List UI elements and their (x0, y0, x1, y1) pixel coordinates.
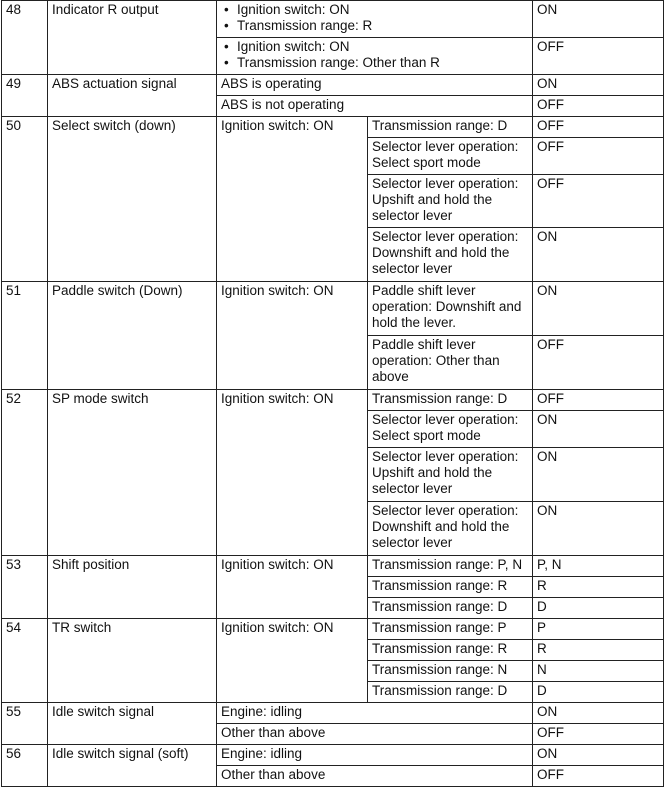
table-row (2, 390, 664, 411)
value-cell: ON (533, 745, 664, 766)
table-row (2, 1, 664, 38)
sub-condition-cell: Selector lever operation: Select sport mode (368, 138, 533, 175)
sub-condition-cell: Selector lever operation: Select sport mode (368, 411, 533, 448)
item-number: 53 (2, 556, 48, 619)
table-row (2, 745, 664, 766)
value-cell: N (533, 661, 664, 682)
value-cell: OFF (533, 724, 664, 745)
value-cell: D (533, 598, 664, 619)
item-number: 50 (2, 117, 48, 282)
sub-condition-cell: Transmission range: D (368, 598, 533, 619)
table-row (2, 75, 664, 96)
sub-condition-cell: Selector lever operation: Upshift and hold the selector lever (368, 448, 533, 502)
value-cell: D (533, 682, 664, 703)
item-number: 54 (2, 619, 48, 703)
condition-cell: Other than above (217, 724, 533, 745)
item-name: ABS actuation signal (48, 75, 217, 117)
condition-cell: Ignition switch: ON (217, 117, 368, 282)
sub-condition-cell: Transmission range: N (368, 661, 533, 682)
value-cell: P (533, 619, 664, 640)
value-cell: R (533, 577, 664, 598)
condition-bullet: • Transmission range: R (237, 18, 529, 34)
value-cell: OFF (533, 175, 664, 228)
value-cell: ON (533, 282, 664, 336)
item-name: Idle switch signal (soft) (48, 745, 217, 787)
value-cell: R (533, 640, 664, 661)
condition-cell: Ignition switch: ON (217, 556, 368, 619)
value-cell: OFF (533, 96, 664, 117)
table-row (2, 703, 664, 724)
value-cell: ON (533, 228, 664, 282)
item-number: 51 (2, 282, 48, 390)
item-number: 49 (2, 75, 48, 117)
condition-cell: Ignition switch: ON (217, 390, 368, 556)
sub-condition-cell: Selector lever operation: Downshift and hold the selector lever (368, 502, 533, 556)
value-cell: ON (533, 448, 664, 502)
value-cell: ON (533, 411, 664, 448)
table-row (2, 619, 664, 640)
table-row (2, 117, 664, 138)
sub-condition-cell: Transmission range: D (368, 390, 533, 411)
sub-condition-cell: Paddle shift lever operation: Other than above (368, 336, 533, 390)
table-row (2, 282, 664, 336)
item-name: Select switch (down) (48, 117, 217, 282)
condition-cell (217, 38, 533, 75)
condition-cell: Other than above (217, 766, 533, 787)
condition-bullet: • Ignition switch: ON (237, 2, 529, 18)
item-name: Shift position (48, 556, 217, 619)
sub-condition-cell: Selector lever operation: Upshift and hold the selector lever (368, 175, 533, 228)
value-cell: ON (533, 75, 664, 96)
sub-condition-cell: Transmission range: R (368, 640, 533, 661)
sub-condition-cell: Transmission range: D (368, 117, 533, 138)
item-number: 55 (2, 703, 48, 745)
value-cell: ON (533, 1, 664, 38)
item-name: TR switch (48, 619, 217, 703)
value-cell: OFF (533, 38, 664, 75)
condition-bullet: • Transmission range: Other than R (237, 55, 529, 71)
sub-condition-cell: Transmission range: P, N (368, 556, 533, 577)
value-cell: OFF (533, 117, 664, 138)
condition-bullet: • Ignition switch: ON (237, 39, 529, 55)
condition-cell: ABS is operating (217, 75, 533, 96)
sub-condition-cell: Transmission range: P (368, 619, 533, 640)
condition-cell (217, 1, 533, 38)
condition-cell: Ignition switch: ON (217, 282, 368, 390)
item-name: Idle switch signal (48, 703, 217, 745)
value-cell: ON (533, 703, 664, 724)
item-number: 52 (2, 390, 48, 556)
item-number: 48 (2, 1, 48, 75)
condition-cell: Engine: idling (217, 745, 533, 766)
sub-condition-cell: Selector lever operation: Downshift and hold the selector lever (368, 228, 533, 282)
sub-condition-cell: Paddle shift lever operation: Downshift and hold the lever. (368, 282, 533, 336)
value-cell: OFF (533, 138, 664, 175)
condition-cell: Engine: idling (217, 703, 533, 724)
item-name: Indicator R output (48, 1, 217, 75)
value-cell: OFF (533, 390, 664, 411)
data-monitor-table (1, 0, 664, 787)
sub-condition-cell: Transmission range: R (368, 577, 533, 598)
item-name: Paddle switch (Down) (48, 282, 217, 390)
item-number: 56 (2, 745, 48, 787)
value-cell: ON (533, 502, 664, 556)
value-cell: OFF (533, 336, 664, 390)
condition-cell: ABS is not operating (217, 96, 533, 117)
condition-cell: Ignition switch: ON (217, 619, 368, 703)
sub-condition-cell: Transmission range: D (368, 682, 533, 703)
item-name: SP mode switch (48, 390, 217, 556)
value-cell: OFF (533, 766, 664, 787)
table-row (2, 556, 664, 577)
value-cell: P, N (533, 556, 664, 577)
